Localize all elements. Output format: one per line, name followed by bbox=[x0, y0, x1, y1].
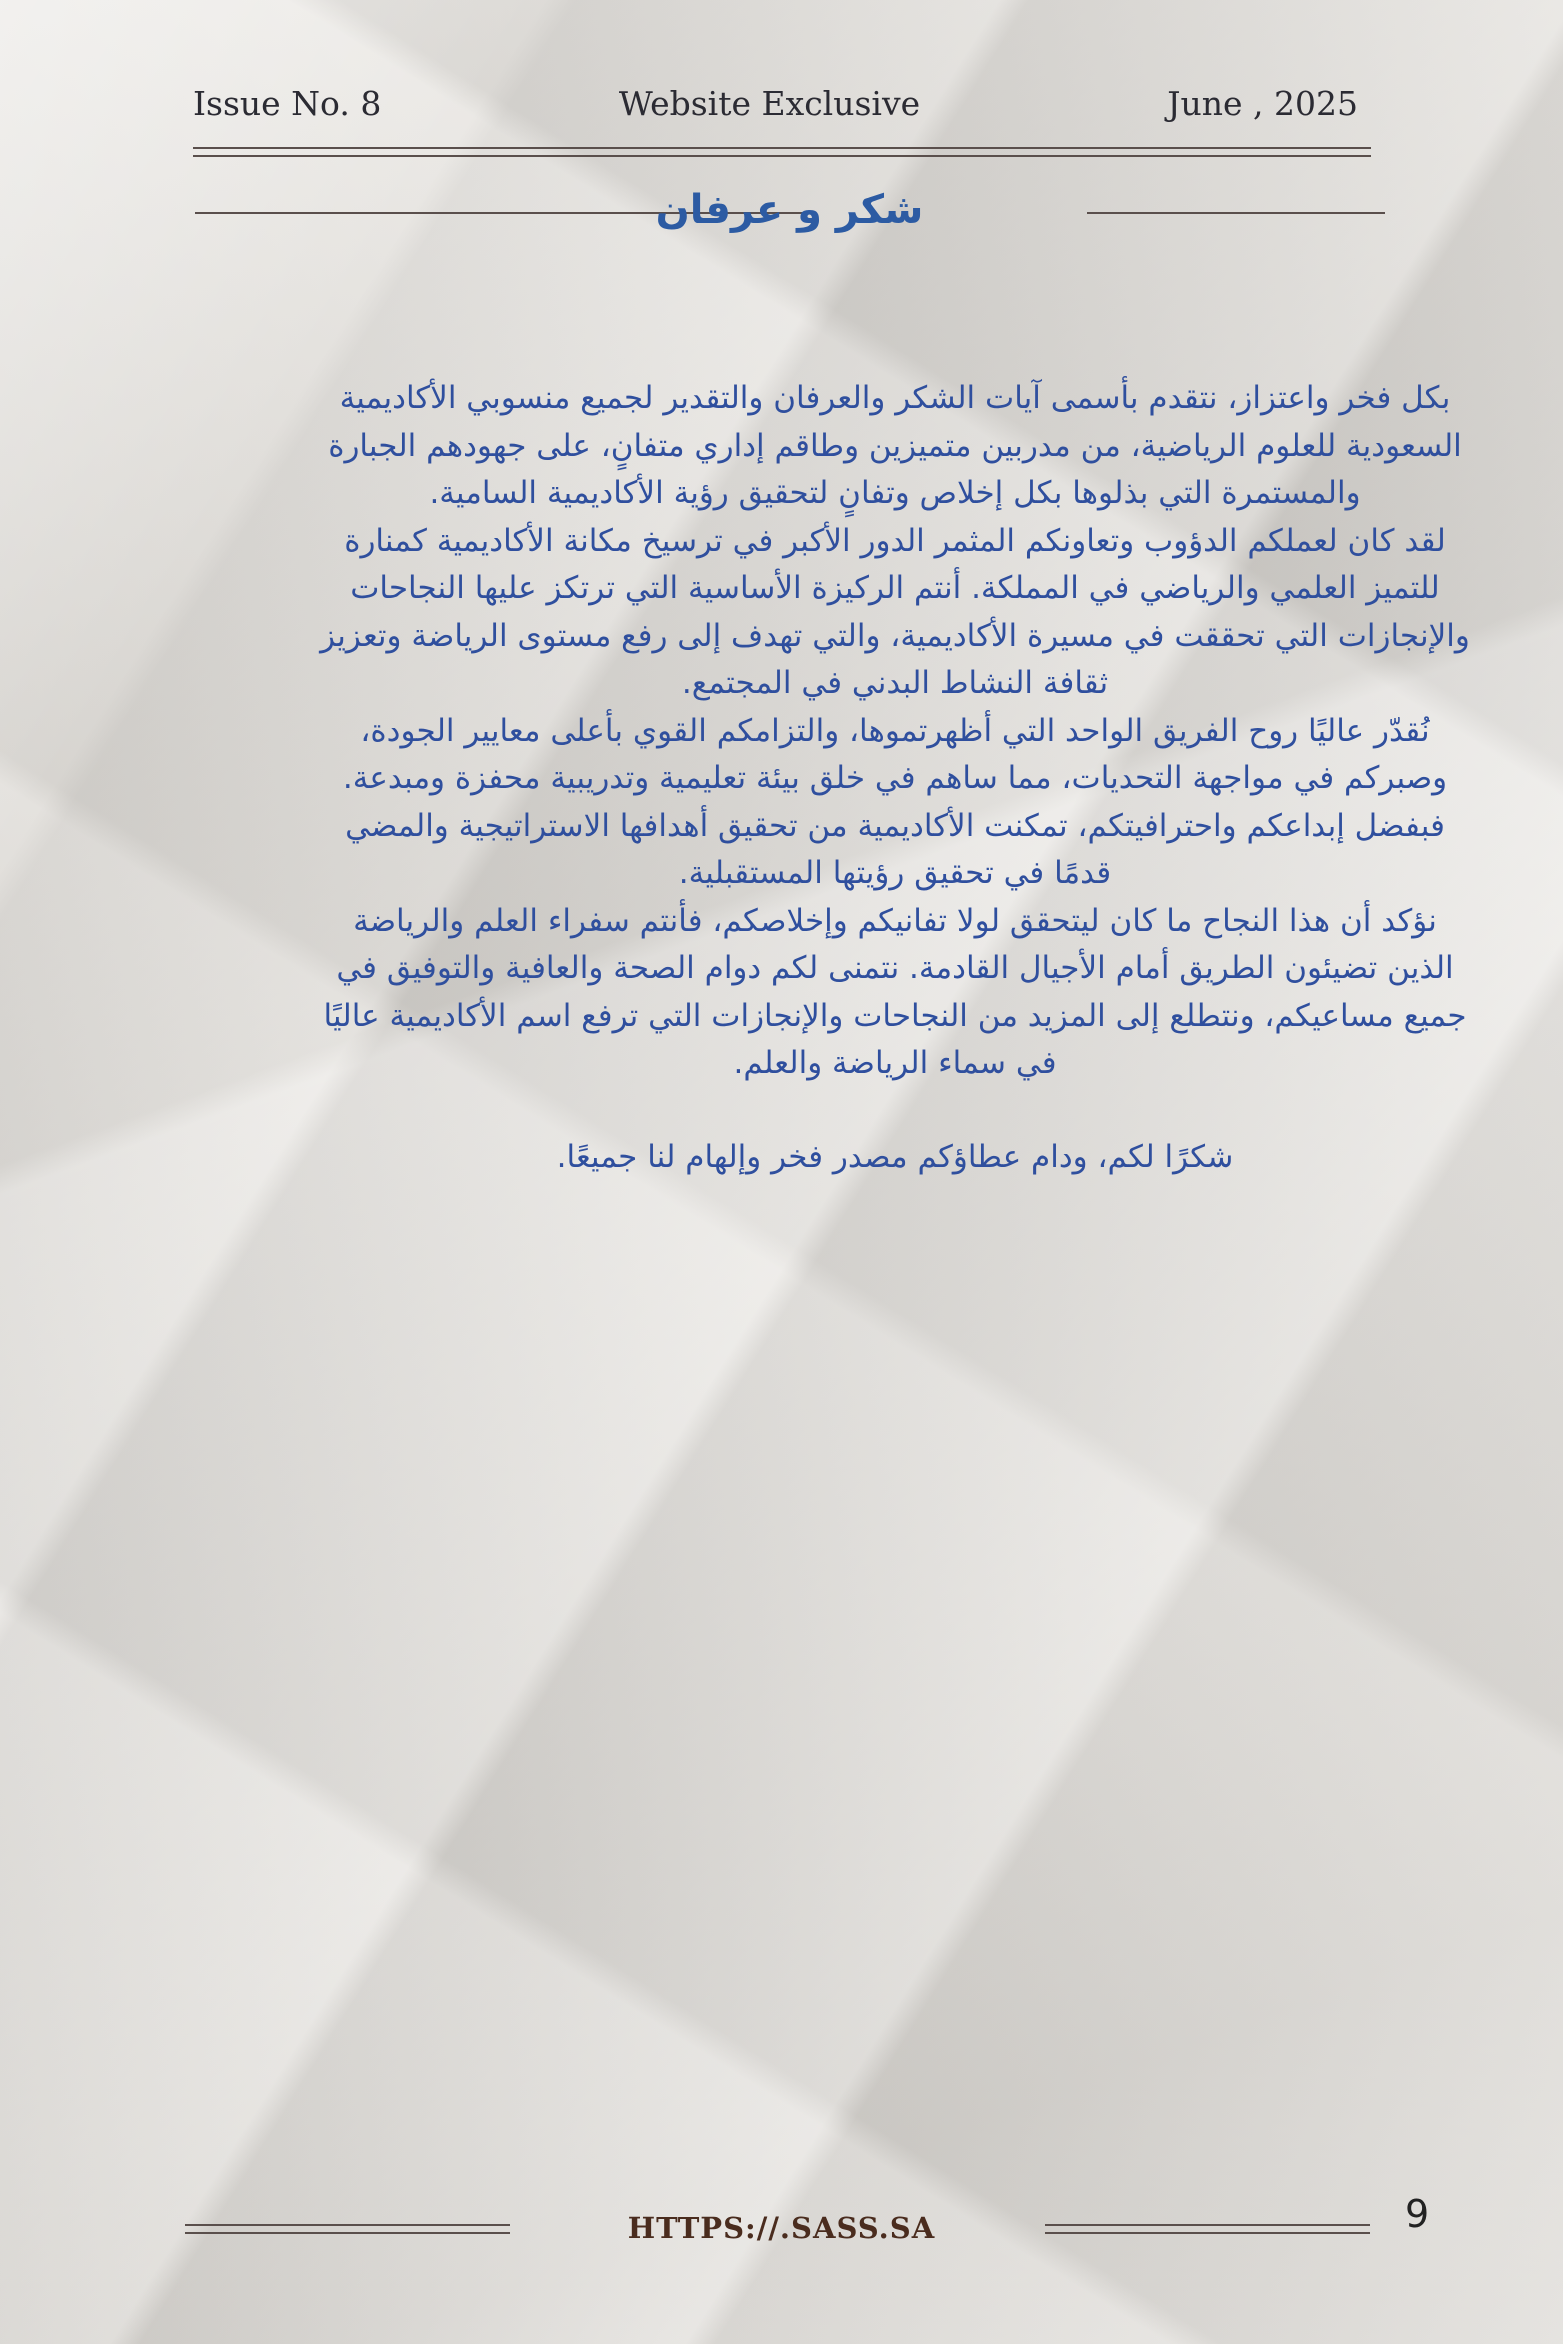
website-link[interactable]: HTTPS://.SASS.SA bbox=[627, 2211, 936, 2245]
paragraph-3: نُقدّر عاليًا روح الفريق الواحد التي أظهرتموها، والتزامكم القوي بأعلى معايير الجودة، وصبركم في مواجهة التحديات، مما ساهم في خلق بيئة تعليمية وتدريبية محفزة ومبدعة. فبفضل إبداعكم واحترافيتكم، تمكنت الأكاديمية من تحقيق أهدافها الاستراتيجية والمضي قدمًا في تحقيق رؤيتها المستقبلية. bbox=[342, 712, 1448, 891]
article-body bbox=[320, 375, 1470, 1181]
paragraph-2: لقد كان لعملكم الدؤوب وتعاونكم المثمر الدور الأكبر في ترسيخ مكانة الأكاديمية كمنارة للتميز العلمي والرياضي في المملكة. أنتم الركيزة الأساسية التي ترتكز عليها النجاحات والإنجازات التي تحققت في مسيرة الأكاديمية، والتي تهدف إلى رفع مستوى الرياضة وتعزيز ثقافة النشاط البدني في المجتمع. bbox=[320, 522, 1470, 701]
issue-number: Issue No. 8 bbox=[193, 84, 382, 123]
title-block bbox=[0, 180, 1563, 240]
page-number: 9 bbox=[1405, 2192, 1430, 2236]
header-rule-bottom bbox=[193, 155, 1371, 157]
closing-line: شكرًا لكم، ودام عطاؤكم مصدر فخر وإلهام لنا جميعًا. bbox=[556, 1138, 1234, 1175]
header-rule-top bbox=[193, 147, 1371, 149]
article-title: شكر و عرفان bbox=[655, 187, 924, 233]
issue-date: June , 2025 bbox=[1167, 84, 1358, 123]
paragraph-1: بكل فخر واعتزاز، نتقدم بأسمى آيات الشكر والعرفان والتقدير لجميع منسوبي الأكاديمية السعودية للعلوم الرياضية، من مدربين متميزين وطاقم إداري متفانٍ، على جهودهم الجبارة والمستمرة التي بذلوها بكل إخلاص وتفانٍ لتحقيق رؤية الأكاديمية السامية. bbox=[328, 380, 1462, 511]
edition-label: Website Exclusive bbox=[618, 84, 921, 123]
paragraph-4: نؤكد أن هذا النجاح ما كان ليتحقق لولا تفانيكم وإخلاصكم، فأنتم سفراء العلم والرياضة الذين تضيئون الطريق أمام الأجيال القادمة. نتمنى لكم دوام الصحة والعافية والتوفيق في جميع مساعيكم، ونتطلع إلى المزيد من النجاحات والإنجازات التي ترفع اسم الأكاديمية عاليًا في سماء الرياضة والعلم. bbox=[323, 902, 1467, 1081]
